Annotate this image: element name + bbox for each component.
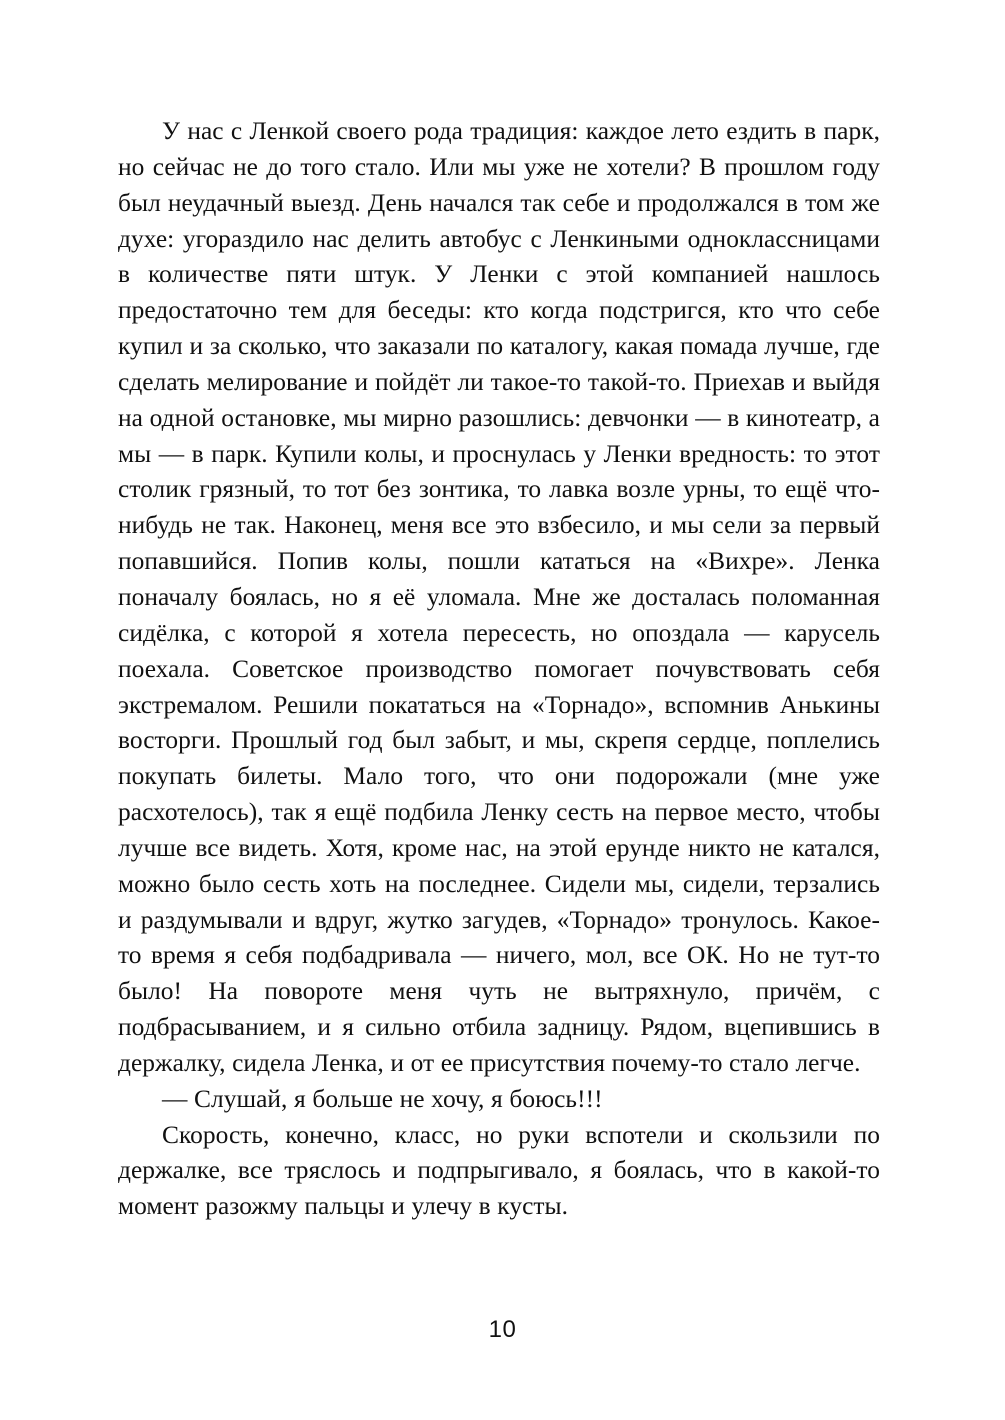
paragraph: У нас с Ленкой своего рода традиция: каждое лето ездить в парк, но сейчас не до того стало. Или мы уже не хотели? В прошлом году был неудачный выезд. День начался так себе и продолжался в том же духе: угораздило нас делить автобус с Ленкиными одноклассницами в количестве пяти штук. У Ленки с этой компанией нашлось предостаточно тем для беседы: кто когда подстригся, кто что себе купил и за сколько, что заказали по каталогу, какая помада лучше, где сделать мелирование и пойдёт ли такое-то такой-то. Приехав и выйдя на одной остановке, мы мирно разошлись: девчонки — в кинотеатр, а мы — в парк. Купили колы, и проснулась у Ленки вредность: то этот столик грязный, то тот без зонтика, то лавка возле урны, то ещё что-нибудь не так. Наконец, меня все это взбесило, и мы сели за первый попавшийся. Попив колы, пошли кататься на «Вихре». Ленка поначалу боялась, но я её уломала. Мне же досталась поломанная сидёлка, с которой я хотела пересесть, но опоздала — карусель поехала. Советское производство помогает почувствовать себя экстремалом. Решили покататься на «Торнадо», вспомнив Анькины восторги. Прошлый год был забыт, и мы, скрепя сердце, поплелись покупать билеты. Мало того, что они подорожали (мне уже расхотелось), так я ещё подбила Ленку сесть на первое место, чтобы лучше все видеть. Хотя, кроме нас, на этой ерунде никто не катался, можно было сесть хоть на последнее. Сидели мы, сидели, терзались и раздумывали и вдруг, жутко загудев, «Торнадо» тронулось. Какое-то время я себя подбадривала — ничего, мол, все ОК. Но не тут-то было! На повороте меня чуть не вытряхнуло, причём, с подбрасыванием, и я сильно отбила задницу. Рядом, вцепившись в держалку, сидела Ленка, и от ее присутствия почему-то стало легче. bbox=[118, 117, 880, 1077]
page-text-column bbox=[118, 114, 880, 1225]
paragraph: — Слушай, я больше не хочу, я боюсь!!! bbox=[162, 1084, 603, 1113]
paragraph: Скорость, конечно, класс, но руки вспотели и скользили по держалке, все тряслось и подпрыгивало, я боялась, что в какой-то момент разожму пальцы и улечу в кусты. bbox=[118, 1120, 880, 1221]
page-number: 10 bbox=[488, 1316, 517, 1343]
